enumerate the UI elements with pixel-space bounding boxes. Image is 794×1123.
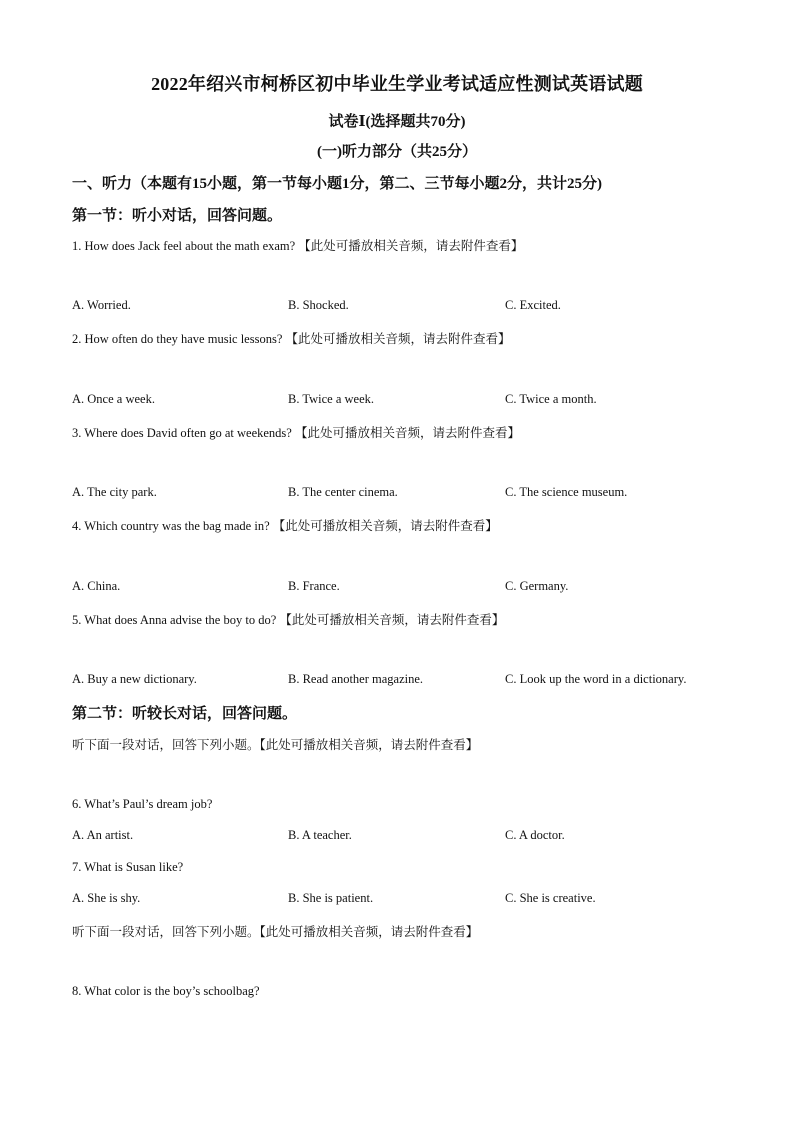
option-a: A. China.: [72, 579, 121, 593]
option-c: C. The science museum.: [505, 485, 628, 499]
option-b: B. She is patient.: [288, 891, 374, 905]
option-c: C. Twice a month.: [505, 392, 597, 406]
question-text: 2. How often do they have music lessons? 【此处可播放相关音频，请去附件查看】: [72, 332, 511, 346]
option-c: C. Germany.: [505, 579, 569, 593]
dialogue-intro: 听下面一段对话，回答下列小题。【此处可播放相关音频，请去附件查看】: [72, 925, 479, 939]
option-b: B. Twice a week.: [288, 392, 375, 406]
subsection-heading-2: 第二节：听较长对话，回答问题。: [72, 706, 298, 722]
subsection-heading-1: 第一节：听小对话，回答问题。: [72, 208, 283, 224]
part-subtitle: (一)听力部分（共25分）: [317, 144, 477, 160]
question-text: 3. Where does David often go at weekends? 【此处可播放相关音频，请去附件查看】: [72, 426, 520, 440]
option-b: B. The center cinema.: [288, 485, 398, 499]
option-a: A. Worried.: [72, 298, 131, 312]
option-a: A. Once a week.: [72, 392, 155, 406]
option-b: B. France.: [288, 579, 340, 593]
question-text: 1. How does Jack feel about the math exam? 【此处可播放相关音频，请去附件查看】: [72, 239, 524, 253]
option-a: A. An artist.: [72, 828, 134, 842]
question-text: 7. What is Susan like?: [72, 860, 184, 874]
option-c: C. She is creative.: [505, 891, 596, 905]
page-title: 2022年绍兴市柯桥区初中毕业生学业考试适应性测试英语试题: [151, 74, 643, 94]
option-b: B. Read another magazine.: [288, 672, 424, 686]
option-b: B. Shocked.: [288, 298, 349, 312]
option-c: C. Look up the word in a dictionary.: [505, 672, 687, 686]
question-text: 4. Which country was the bag made in? 【此处可播放相关音频，请去附件查看】: [72, 519, 498, 533]
section-heading-listening: 一、听力（本题有15小题，第一节每小题1分，第二、三节每小题2分，共计25分): [72, 176, 602, 192]
question-text: 8. What color is the boy’s schoolbag?: [72, 984, 260, 998]
option-b: B. A teacher.: [288, 828, 352, 842]
dialogue-intro: 听下面一段对话，回答下列小题。【此处可播放相关音频，请去附件查看】: [72, 738, 479, 752]
question-text: 5. What does Anna advise the boy to do? 【此处可播放相关音频，请去附件查看】: [72, 613, 505, 627]
option-c: C. A doctor.: [505, 828, 565, 842]
question-text: 6. What’s Paul’s dream job?: [72, 797, 213, 811]
option-a: A. She is shy.: [72, 891, 141, 905]
option-c: C. Excited.: [505, 298, 561, 312]
option-a: A. The city park.: [72, 485, 157, 499]
paper-subtitle: 试卷Ⅰ(选择题共70分): [328, 114, 466, 130]
option-a: A. Buy a new dictionary.: [72, 672, 197, 686]
